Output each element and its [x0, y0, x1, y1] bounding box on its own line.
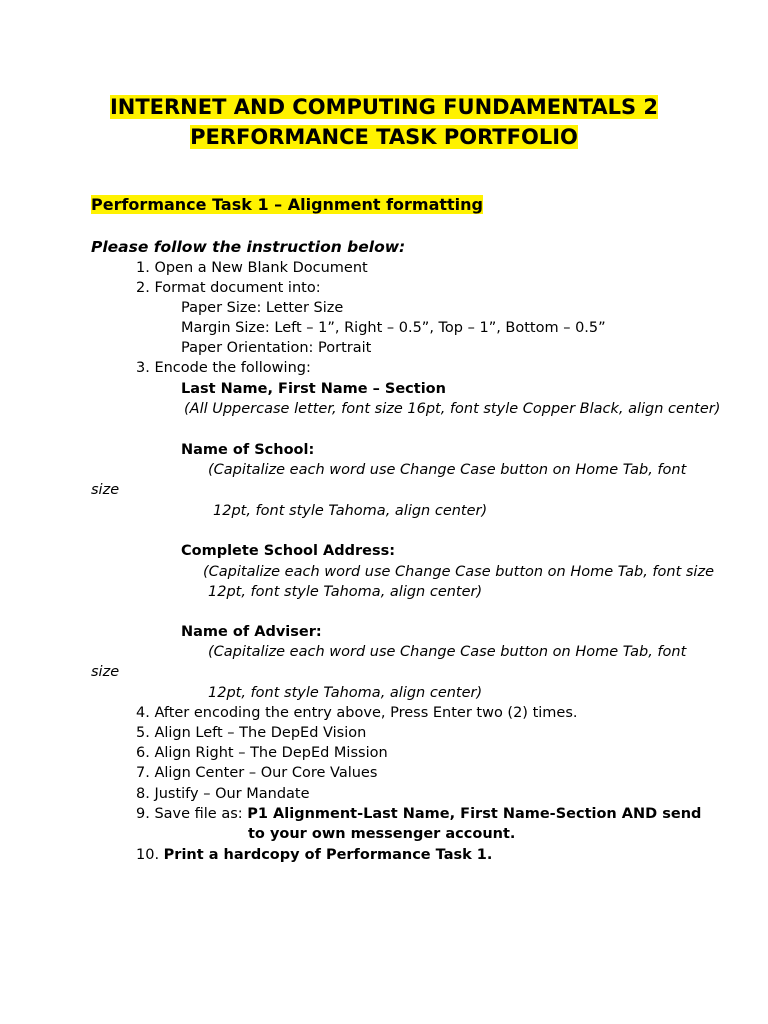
- step-3-school-label: Name of School:: [181, 442, 315, 458]
- step-2-paper-size: Paper Size: Letter Size: [181, 300, 344, 316]
- step-8: 8. Justify – Our Mandate: [136, 786, 310, 802]
- document-title-line-1: INTERNET AND COMPUTING FUNDAMENTALS 2: [109, 95, 659, 119]
- step-9-prefix: 9. Save file as:: [136, 806, 248, 822]
- step-7: 7. Align Center – Our Core Values: [136, 765, 378, 781]
- step-3-school-note-a: (Capitalize each word use Change Case button on Home Tab, font: [208, 462, 687, 478]
- document-title-line-2: PERFORMANCE TASK PORTFOLIO: [190, 125, 578, 149]
- step-6: 6. Align Right – The DepEd Mission: [136, 745, 388, 761]
- step-3-name-label: Last Name, First Name – Section: [181, 381, 446, 397]
- step-9-filename: P1 Alignment-Last Name, First Name-Section AND send: [247, 806, 702, 822]
- step-3-name-note: (All Uppercase letter, font size 16pt, font style Copper Black, align center): [184, 401, 721, 417]
- step-2-margin-size: Margin Size: Left – 1”, Right – 0.5”, Top – 1”, Bottom – 0.5”: [181, 320, 606, 336]
- step-10: [136, 845, 492, 865]
- step-3-school-note-b: size: [91, 482, 120, 498]
- step-3-adviser-label: Name of Adviser:: [181, 624, 322, 640]
- step-9-continuation: to your own messenger account.: [248, 826, 516, 842]
- step-3-address-note-a: (Capitalize each word use Change Case button on Home Tab, font size: [203, 564, 714, 580]
- step-3-adviser-note-c: 12pt, font style Tahoma, align center): [208, 685, 483, 701]
- step-3-adviser-note-a: (Capitalize each word use Change Case button on Home Tab, font: [208, 644, 687, 660]
- instruction-intro: Please follow the instruction below:: [91, 238, 406, 256]
- step-5: 5. Align Left – The DepEd Vision: [136, 725, 367, 741]
- step-4: 4. After encoding the entry above, Press Enter two (2) times.: [136, 705, 578, 721]
- step-3-address-label: Complete School Address:: [181, 543, 396, 559]
- step-3-address-note-b: 12pt, font style Tahoma, align center): [208, 584, 483, 600]
- step-10-prefix: 10.: [136, 847, 164, 863]
- task-heading: Performance Task 1 – Alignment formatting: [91, 195, 483, 214]
- step-2: 2. Format document into:: [136, 280, 321, 296]
- step-3-adviser-note-b: size: [91, 664, 120, 680]
- step-3: 3. Encode the following:: [136, 360, 311, 376]
- step-3-school-note-c: 12pt, font style Tahoma, align center): [213, 503, 488, 519]
- step-2-orientation: Paper Orientation: Portrait: [181, 340, 372, 356]
- step-1: 1. Open a New Blank Document: [136, 260, 368, 276]
- step-9: [136, 804, 701, 824]
- step-10-text: Print a hardcopy of Performance Task 1.: [163, 847, 493, 863]
